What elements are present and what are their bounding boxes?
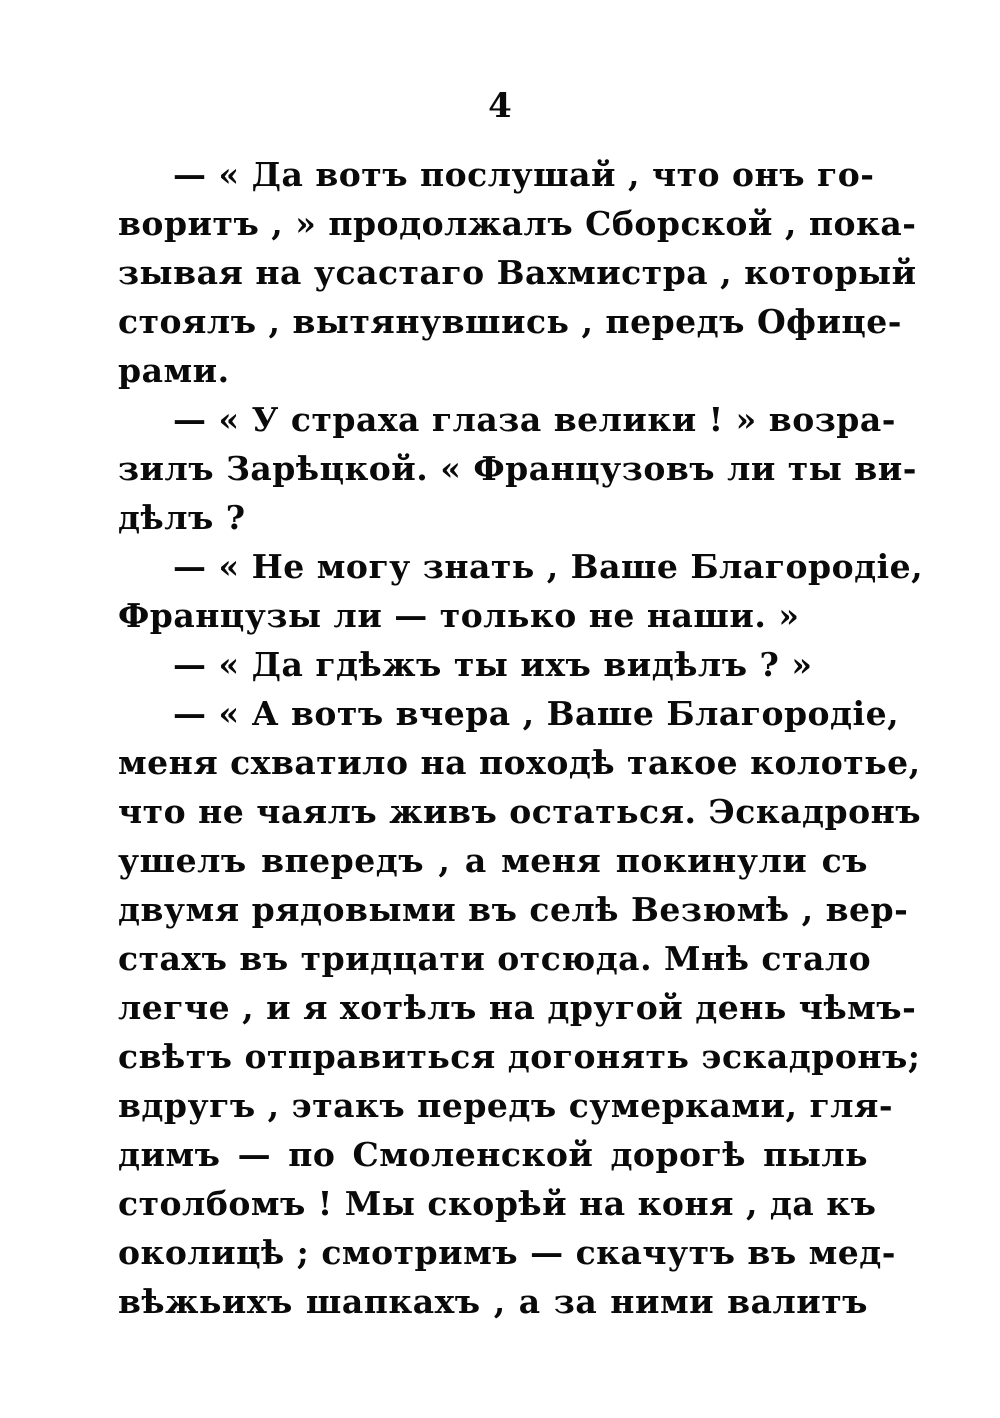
text-line: дѣлъ ? — [118, 498, 246, 537]
text-line: воритъ , » продолжалъ Сборской , пока- — [118, 204, 917, 243]
text-line: — « А вотъ вчера , Ваше Благородіе, — [173, 694, 900, 733]
text-line: — « Не могу знать , Ваше Благородіе, — [173, 547, 924, 586]
text-line: что не чаялъ живъ остаться. Эскадронъ — [118, 792, 922, 831]
text-line: — « Да гдѣжъ ты ихъ видѣлъ ? » — [173, 645, 813, 684]
text-line: вдругъ , этакъ передъ сумерками, гля- — [118, 1086, 894, 1125]
text-line: свѣтъ отправиться догонять эскадронъ; — [118, 1037, 921, 1076]
text-line: — « Да вотъ послушай , что онъ го- — [173, 155, 875, 194]
text-line: Французы ли — только не наши. » — [118, 596, 800, 635]
page-text — [118, 150, 924, 1326]
text-line: рами. — [118, 351, 230, 390]
text-line: околицѣ ; смотримъ — скачутъ въ мед- — [118, 1233, 896, 1272]
text-line: столбомъ ! Мы скорѣй на коня , да къ — [118, 1184, 877, 1223]
text-line: — « У страха глаза велики ! » возра- — [173, 400, 896, 439]
text-line: зывая на усастаго Вахмистра , который — [118, 253, 917, 292]
text-line: вѣжьихъ шапкахъ , а за ними валитъ — [118, 1282, 868, 1321]
text-line: зилъ Зарѣцкой. « Французовъ ли ты ви- — [118, 449, 917, 488]
text-line: легче , и я хотѣлъ на другой день чѣмъ- — [118, 988, 917, 1027]
text-line: димъ — по Смоленской дорогѣ пыль — [118, 1135, 868, 1174]
text-line: стоялъ , вытянувшись , передъ Офице- — [118, 302, 902, 341]
text-line: ушелъ впередъ , а меня покинули съ — [118, 841, 868, 880]
text-line: двумя рядовыми въ селѣ Везюмѣ , вер- — [118, 890, 909, 929]
text-line: стахъ въ тридцати отсюда. Мнѣ стало — [118, 939, 872, 978]
text-line: меня схватило на походѣ такое колотье, — [118, 743, 921, 782]
page-number: 4 — [488, 86, 512, 126]
